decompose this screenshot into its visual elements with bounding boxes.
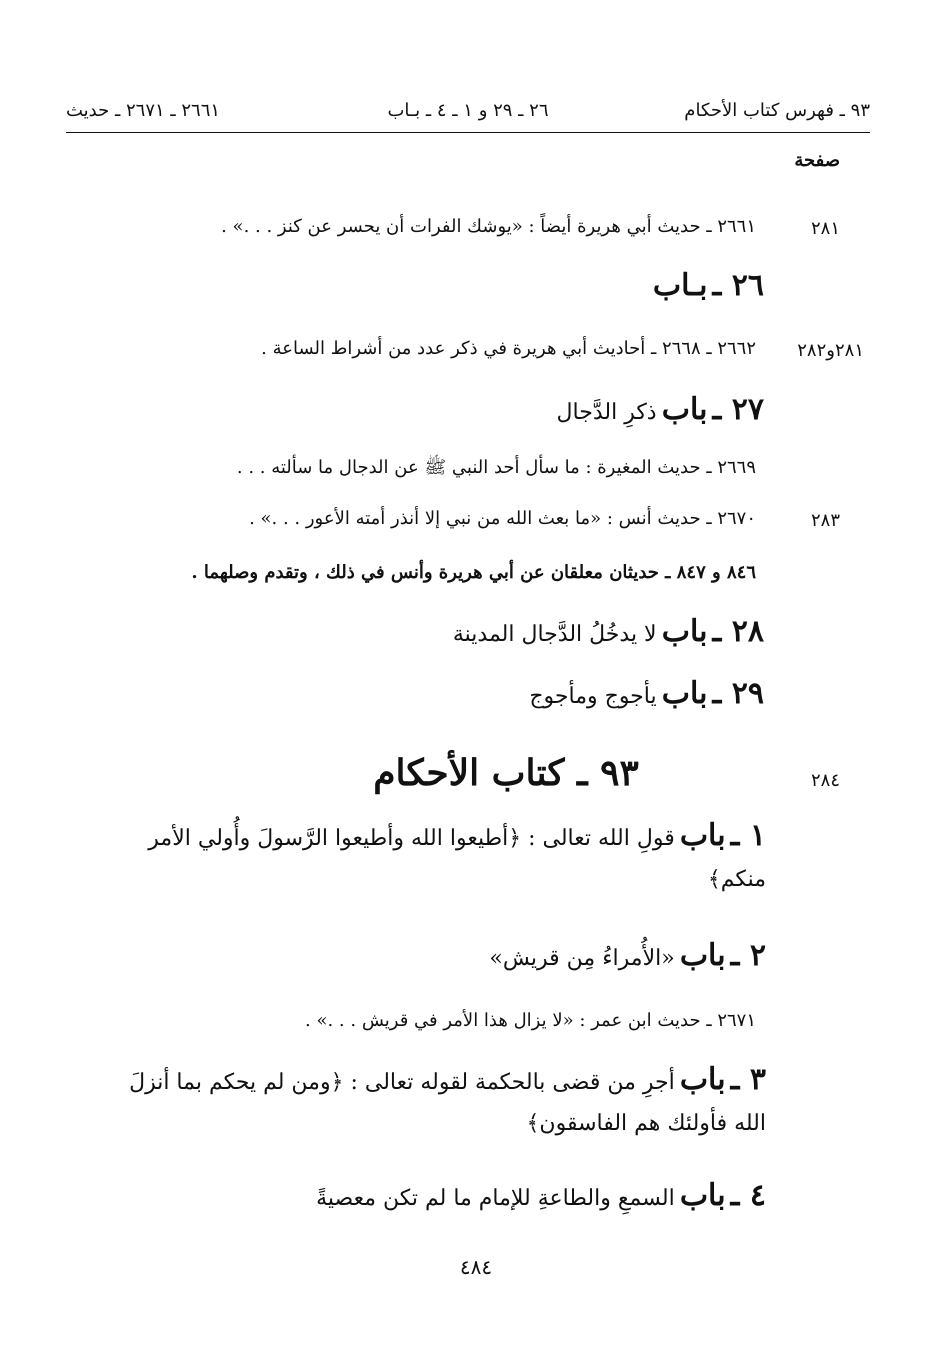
bab-heading <box>489 938 766 973</box>
bab-number: ٣ ـ <box>730 1062 766 1097</box>
bab-heading <box>557 392 764 427</box>
bab-number: ٢٦ ـ <box>712 268 764 303</box>
bab-title-continued: منكم﴾ <box>707 867 766 892</box>
header-rule <box>66 132 870 133</box>
bab-title-continued: الله فأولئك هم الفاسقون﴾ <box>526 1111 766 1136</box>
hadith-entry: ٢٦٧١ ـ حديث ابن عمر : «لا يزال هذا الأمر في قريش . . .» . <box>305 1010 756 1031</box>
bab-heading <box>60 1062 766 1136</box>
page-column-heading: صفحة <box>794 150 840 171</box>
bab-keyword: باب <box>679 938 726 973</box>
hadith-entry: ٢٦٦٢ ـ ٢٦٦٨ ـ أحاديث أبي هريرة في ذكر عدد من أشراط الساعة . <box>261 338 756 359</box>
mualllaq-entry: ٨٤٦ و ٨٤٧ ـ حديثان معلقان عن أبي هريرة وأنس في ذلك ، وتقدم وصلهما . <box>191 562 756 583</box>
bab-number: ٤ ـ <box>730 1178 766 1213</box>
hadith-entry: ٢٦٦١ ـ حديث أبي هريرة أيضاً : «يوشك الفرات أن يحسر عن كنز . . .» . <box>221 216 756 237</box>
bab-number: ٢ ـ <box>730 938 766 973</box>
header-bab-range: ٢٦ ـ ٢٩ و ١ ـ ٤ ـ بـاب <box>387 100 549 121</box>
page-ref: ٢٨١و٢٨٢ <box>797 340 864 361</box>
header-chapter-title: ٩٣ ـ فهرس كتاب الأحكام <box>684 100 870 121</box>
page-ref: ٢٨١ <box>810 218 840 239</box>
bab-keyword: باب <box>679 1178 726 1213</box>
bab-keyword: باب <box>679 1062 726 1097</box>
bab-keyword: باب <box>661 676 708 711</box>
bab-heading <box>529 676 764 711</box>
kitab-title: ٩٣ ـ كتاب الأحكام <box>373 752 639 794</box>
bab-heading <box>60 818 766 892</box>
running-header <box>66 100 870 134</box>
bab-number: ١ ـ <box>730 818 766 853</box>
header-hadith-range: ٢٦٦١ ـ ٢٦٧١ ـ حديث <box>66 100 221 121</box>
bab-heading <box>653 268 764 303</box>
page-ref: ٢٨٣ <box>810 510 840 531</box>
bab-title: «الأُمراءُ مِن قريش» <box>489 946 675 971</box>
bab-title: ذكرِ الدَّجال <box>556 400 657 425</box>
bab-title: أجرِ من قضى بالحكمة لقوله تعالى : ﴿ومن لم يحكم بما أنزلَ <box>129 1070 675 1095</box>
bab-number: ٢٨ ـ <box>712 614 764 649</box>
page-number: ٤٨٤ <box>459 1255 493 1279</box>
bab-title: يأجوج ومأجوج <box>529 684 657 709</box>
hadith-entry: ٢٦٦٩ ـ حديث المغيرة : ما سأل أحد النبي ﷺ عن الدجال ما سألته . . . <box>236 457 756 478</box>
bab-title: السمعِ والطاعةِ للإمام ما لم تكن معصيةً <box>316 1186 675 1211</box>
page-ref: ٢٨٤ <box>810 770 840 791</box>
kitab-heading <box>0 752 952 794</box>
bab-number: ٢٩ ـ <box>712 676 764 711</box>
bab-heading <box>316 1178 766 1213</box>
bab-keyword: باب <box>661 614 708 649</box>
bab-title: لا يدخُلُ الدَّجال المدينة <box>452 622 657 647</box>
bab-keyword: باب <box>679 818 726 853</box>
bab-heading <box>453 614 764 649</box>
bab-keyword: باب <box>661 392 708 427</box>
bab-keyword: بـاب <box>652 268 708 303</box>
bab-title: قولِ الله تعالى : ﴿أطيعوا الله وأطيعوا الرَّسولَ وأُولي الأمر <box>148 826 675 851</box>
hadith-entry: ٢٦٧٠ ـ حديث أنس : «ما بعث الله من نبي إلا أنذر أمته الأعور . . .» . <box>249 508 756 529</box>
bab-number: ٢٧ ـ <box>712 392 764 427</box>
